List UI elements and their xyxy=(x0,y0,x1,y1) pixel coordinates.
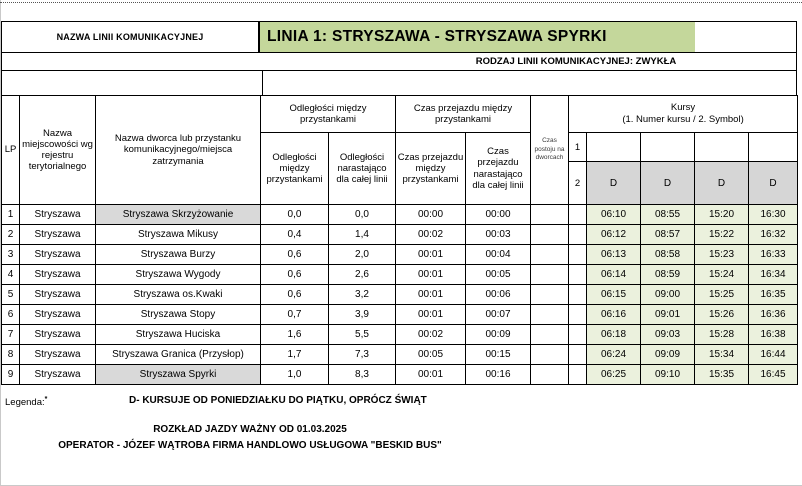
col-header-distance-cumulative: Odległości narastająco dla całej linii xyxy=(329,133,396,205)
courses-title: Kursy xyxy=(670,101,696,113)
table-row xyxy=(2,245,798,265)
col-group-distances: Odległości między przystankami xyxy=(261,96,396,133)
cell-distance-cumulative: 2,0 xyxy=(329,245,396,265)
cell-distance-between: 1,7 xyxy=(261,345,329,365)
cell-distance-between: 0,7 xyxy=(261,305,329,325)
cell-departure-time: 06:16 xyxy=(587,305,641,325)
cell-locality: Stryszawa xyxy=(20,345,96,365)
cell-distance-between: 0,6 xyxy=(261,265,329,285)
cell-travel-time-cumulative: 00:07 xyxy=(466,305,531,325)
cell-dwell-time xyxy=(531,365,569,385)
cell-dwell-time xyxy=(531,285,569,305)
cell-course-number-spacer xyxy=(569,305,587,325)
cell-departure-time: 16:35 xyxy=(749,285,798,305)
cell-departure-time: 08:55 xyxy=(641,205,695,225)
legend-entry: D- KURSUJE OD PONIEDZIAŁKU DO PIĄTKU, OPRÓCZ ŚWIĄT xyxy=(129,395,427,406)
cell-stop-name: Stryszawa os.Kwaki xyxy=(96,285,261,305)
table-row xyxy=(2,345,798,365)
cell-course-number-spacer xyxy=(569,325,587,345)
cell-lp: 4 xyxy=(2,265,20,285)
cell-departure-time: 06:24 xyxy=(587,345,641,365)
table-row xyxy=(2,265,798,285)
cell-distance-cumulative: 0,0 xyxy=(329,205,396,225)
table-row xyxy=(2,225,798,245)
cell-travel-time-cumulative: 00:06 xyxy=(466,285,531,305)
courses-subtitle: (1. Numer kursu / 2. Symbol) xyxy=(622,114,744,125)
cell-departure-time: 16:32 xyxy=(749,225,798,245)
cell-dwell-time xyxy=(531,265,569,285)
cell-departure-time: 15:35 xyxy=(695,365,749,385)
cell-locality: Stryszawa xyxy=(20,305,96,325)
course-symbol-row-label: 2 xyxy=(569,162,587,205)
cell-dwell-time xyxy=(531,245,569,265)
cell-departure-time: 16:30 xyxy=(749,205,798,225)
cell-lp: 6 xyxy=(2,305,20,325)
cell-travel-time-between: 00:01 xyxy=(396,245,466,265)
cell-locality: Stryszawa xyxy=(20,245,96,265)
cell-travel-time-between: 00:01 xyxy=(396,365,466,385)
cell-departure-time: 16:38 xyxy=(749,325,798,345)
course-symbol-cell: D xyxy=(749,162,798,205)
cell-departure-time: 06:14 xyxy=(587,265,641,285)
cell-departure-time: 09:10 xyxy=(641,365,695,385)
cell-travel-time-between: 00:01 xyxy=(396,285,466,305)
table-row xyxy=(2,305,798,325)
cell-travel-time-between: 00:02 xyxy=(396,325,466,345)
cell-lp: 7 xyxy=(2,325,20,345)
cell-distance-between: 0,4 xyxy=(261,225,329,245)
table-row xyxy=(2,285,798,305)
cell-travel-time-between: 00:05 xyxy=(396,345,466,365)
col-header-locality: Nazwa miejscowości wg rejestru terytorialnego xyxy=(20,96,96,205)
cell-distance-between: 1,0 xyxy=(261,365,329,385)
line-title-cell: LINIA 1: STRYSZAWA - STRYSZAWA SPYRKI xyxy=(259,21,695,53)
cell-course-number-spacer xyxy=(569,205,587,225)
cell-departure-time: 15:28 xyxy=(695,325,749,345)
line-banner-filler-cell xyxy=(695,21,797,53)
course-number-cell xyxy=(641,133,695,162)
cell-departure-time: 09:00 xyxy=(641,285,695,305)
cell-distance-between: 0,6 xyxy=(261,285,329,305)
cell-distance-cumulative: 8,3 xyxy=(329,365,396,385)
line-type-label: RODZAJ LINII KOMUNIKACYJNEJ: ZWYKŁA xyxy=(475,56,677,67)
cell-travel-time-cumulative: 00:15 xyxy=(466,345,531,365)
course-symbol-cell: D xyxy=(641,162,695,205)
cell-departure-time: 15:34 xyxy=(695,345,749,365)
cell-distance-cumulative: 5,5 xyxy=(329,325,396,345)
cell-stop-name: Stryszawa Skrzyżowanie xyxy=(96,205,261,225)
cell-stop-name: Stryszawa Stopy xyxy=(96,305,261,325)
cell-departure-time: 06:13 xyxy=(587,245,641,265)
cell-distance-cumulative: 7,3 xyxy=(329,345,396,365)
cell-dwell-time xyxy=(531,225,569,245)
cell-locality: Stryszawa xyxy=(20,265,96,285)
cell-locality: Stryszawa xyxy=(20,285,96,305)
cell-departure-time: 16:33 xyxy=(749,245,798,265)
cell-travel-time-cumulative: 00:03 xyxy=(466,225,531,245)
cell-departure-time: 06:18 xyxy=(587,325,641,345)
cell-distance-cumulative: 3,2 xyxy=(329,285,396,305)
cell-travel-time-cumulative: 00:05 xyxy=(466,265,531,285)
cell-distance-between: 1,6 xyxy=(261,325,329,345)
cell-distance-cumulative: 2,6 xyxy=(329,265,396,285)
validity-note: ROZKŁAD JAZDY WAŻNY OD 01.03.2025 xyxy=(153,424,347,435)
cell-stop-name: Stryszawa Mikusy xyxy=(96,225,261,245)
cell-departure-time: 08:57 xyxy=(641,225,695,245)
cell-travel-time-cumulative: 00:16 xyxy=(466,365,531,385)
course-symbol-cell: D xyxy=(587,162,641,205)
cell-course-number-spacer xyxy=(569,265,587,285)
cell-travel-time-between: 00:00 xyxy=(396,205,466,225)
col-group-travel-times: Czas przejazdu między przystankami xyxy=(396,96,531,133)
operator-note: OPERATOR - JÓZEF WĄTROBA FIRMA HANDLOWO USŁUGOWA "BESKID BUS" xyxy=(58,440,442,451)
cell-dwell-time xyxy=(531,305,569,325)
cell-travel-time-cumulative: 00:00 xyxy=(466,205,531,225)
cell-departure-time: 09:09 xyxy=(641,345,695,365)
cell-locality: Stryszawa xyxy=(20,225,96,245)
cell-course-number-spacer xyxy=(569,245,587,265)
cell-stop-name: Stryszawa Huciska xyxy=(96,325,261,345)
legend-symbol: * xyxy=(44,396,48,403)
course-number-row-label: 1 xyxy=(569,133,587,162)
cell-departure-time: 15:20 xyxy=(695,205,749,225)
cell-travel-time-between: 00:01 xyxy=(396,265,466,285)
table-row xyxy=(2,205,798,225)
course-number-cell xyxy=(749,133,798,162)
cell-course-number-spacer xyxy=(569,225,587,245)
cell-travel-time-between: 00:02 xyxy=(396,225,466,245)
cell-lp: 8 xyxy=(2,345,20,365)
cell-departure-time: 06:12 xyxy=(587,225,641,245)
legend-label xyxy=(5,396,47,408)
cell-departure-time: 15:25 xyxy=(695,285,749,305)
cell-travel-time-between: 00:01 xyxy=(396,305,466,325)
cell-lp: 1 xyxy=(2,205,20,225)
cell-dwell-time xyxy=(531,345,569,365)
cell-lp: 5 xyxy=(2,285,20,305)
cell-course-number-spacer xyxy=(569,285,587,305)
col-group-courses xyxy=(569,96,798,133)
cell-dwell-time xyxy=(531,325,569,345)
table-row xyxy=(2,365,798,385)
line-type-row xyxy=(1,53,797,71)
cell-departure-time: 06:10 xyxy=(587,205,641,225)
col-header-travel-time-cumulative: Czas przejazdu narastająco dla całej linii xyxy=(466,133,531,205)
course-symbol-cell: D xyxy=(695,162,749,205)
cell-distance-cumulative: 3,9 xyxy=(329,305,396,325)
cell-locality: Stryszawa xyxy=(20,205,96,225)
line-name-label-cell: NAZWA LINII KOMUNIKACYJNEJ xyxy=(1,21,259,53)
spacer-row xyxy=(1,71,797,95)
course-number-cell xyxy=(695,133,749,162)
cell-lp: 3 xyxy=(2,245,20,265)
cell-travel-time-cumulative: 00:04 xyxy=(466,245,531,265)
col-header-lp: LP xyxy=(2,96,20,205)
line-banner-row xyxy=(1,21,797,53)
cell-departure-time: 08:58 xyxy=(641,245,695,265)
cell-stop-name: Stryszawa Burzy xyxy=(96,245,261,265)
cell-departure-time: 09:03 xyxy=(641,325,695,345)
cell-travel-time-cumulative: 00:09 xyxy=(466,325,531,345)
cell-departure-time: 16:34 xyxy=(749,265,798,285)
cell-course-number-spacer xyxy=(569,345,587,365)
col-header-distance-between: Odległości między przystankami xyxy=(261,133,329,205)
course-number-cell xyxy=(587,133,641,162)
col-header-stop-name: Nazwa dworca lub przystanku komunikacyjnego/miejsca zatrzymania xyxy=(96,96,261,205)
cell-departure-time: 15:24 xyxy=(695,265,749,285)
cell-departure-time: 16:44 xyxy=(749,345,798,365)
cell-dwell-time xyxy=(531,205,569,225)
cell-locality: Stryszawa xyxy=(20,325,96,345)
cell-departure-time: 15:23 xyxy=(695,245,749,265)
cell-stop-name: Stryszawa Wygody xyxy=(96,265,261,285)
cell-departure-time: 06:15 xyxy=(587,285,641,305)
cell-departure-time: 15:22 xyxy=(695,225,749,245)
cell-distance-between: 0,0 xyxy=(261,205,329,225)
cell-departure-time: 16:45 xyxy=(749,365,798,385)
col-header-dwell-time: Czas postoju na dworcach xyxy=(531,96,569,205)
cell-departure-time: 09:01 xyxy=(641,305,695,325)
cell-departure-time: 16:36 xyxy=(749,305,798,325)
cell-lp: 9 xyxy=(2,365,20,385)
cell-stop-name: Stryszawa Granica (Przysłop) xyxy=(96,345,261,365)
cell-distance-between: 0,6 xyxy=(261,245,329,265)
cell-stop-name: Stryszawa Spyrki xyxy=(96,365,261,385)
spacer-row-divider xyxy=(262,71,263,95)
col-header-travel-time-between: Czas przejazdu między przystankami xyxy=(396,133,466,205)
cell-departure-time: 06:25 xyxy=(587,365,641,385)
legend-label-text: Legenda: xyxy=(5,397,45,409)
cell-departure-time: 08:59 xyxy=(641,265,695,285)
table-row xyxy=(2,325,798,345)
cell-distance-cumulative: 1,4 xyxy=(329,225,396,245)
cell-lp: 2 xyxy=(2,225,20,245)
page-break-dotted-line xyxy=(0,2,802,3)
timetable-table xyxy=(1,95,798,385)
cell-departure-time: 15:26 xyxy=(695,305,749,325)
header-group-row xyxy=(2,96,798,133)
cell-course-number-spacer xyxy=(569,365,587,385)
cell-locality: Stryszawa xyxy=(20,365,96,385)
